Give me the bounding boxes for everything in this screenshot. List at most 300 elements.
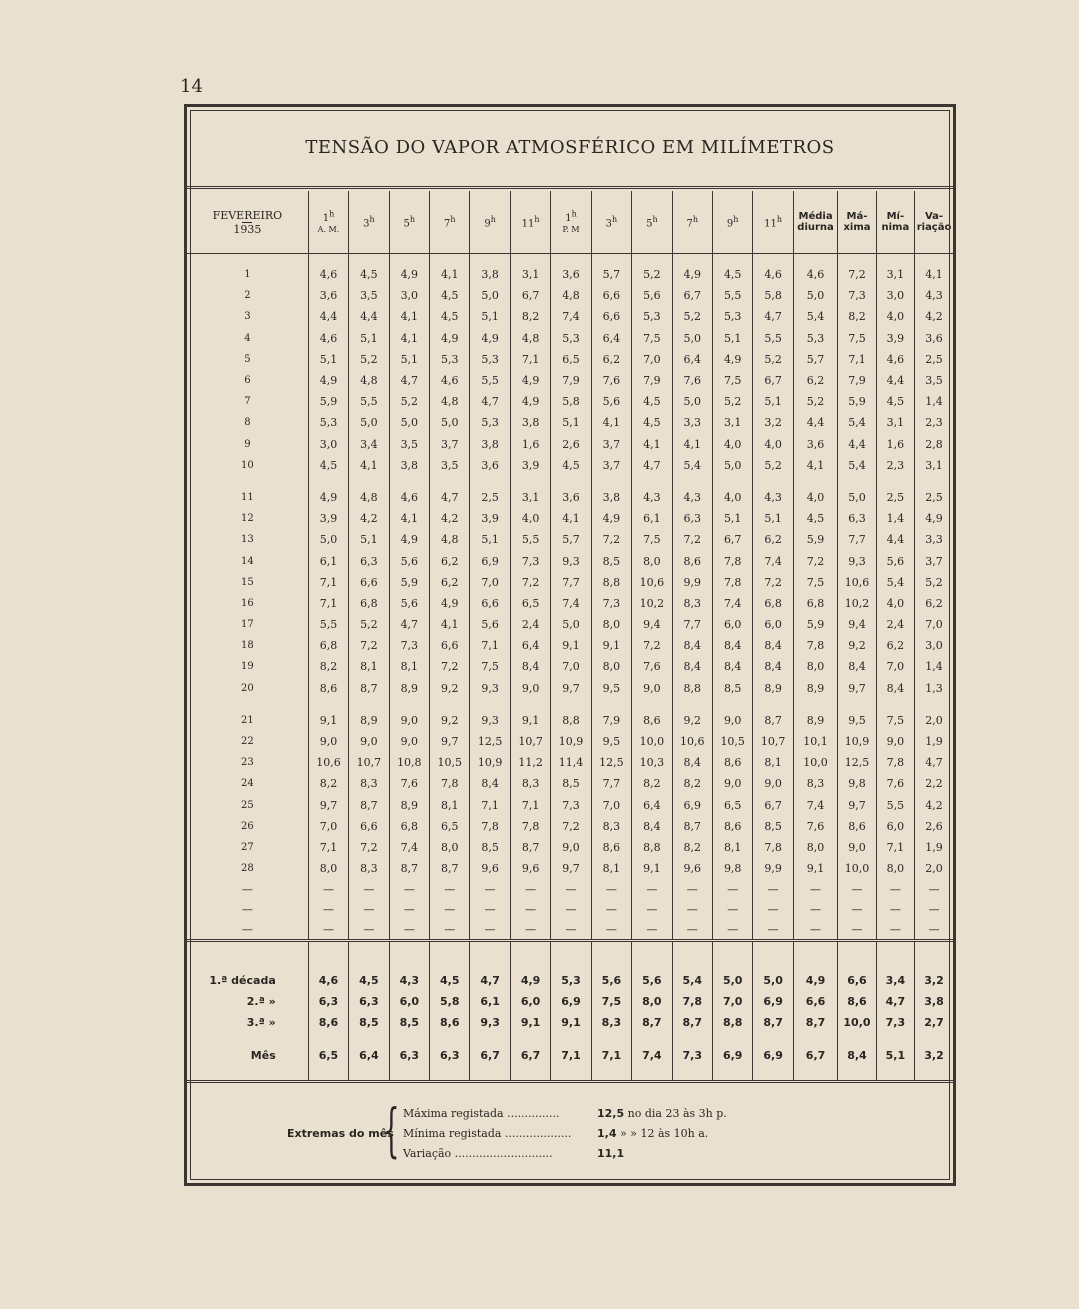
value-cell: 4,0 bbox=[793, 487, 837, 508]
value-cell: 3,9 bbox=[876, 328, 914, 349]
value-cell: 5,2 bbox=[793, 391, 837, 412]
day-cell: 22 bbox=[187, 731, 308, 752]
value-cell: 9,0 bbox=[876, 731, 914, 752]
value-cell: 4,2 bbox=[349, 508, 389, 529]
value-cell: 5,4 bbox=[793, 306, 837, 327]
spacer-cell bbox=[349, 699, 389, 710]
spacer-cell bbox=[510, 1066, 550, 1082]
spacer-cell bbox=[876, 476, 914, 487]
value-cell: 8,3 bbox=[349, 858, 389, 879]
col-header: 1$^h$ A. M. bbox=[308, 191, 348, 254]
value-cell: 5,1 bbox=[712, 508, 752, 529]
dash-cell: — bbox=[712, 919, 752, 941]
value-cell: 4,1 bbox=[349, 455, 389, 476]
day-cell: 17 bbox=[187, 614, 308, 635]
value-cell: 4,8 bbox=[551, 285, 591, 306]
day-cell: 26 bbox=[187, 816, 308, 837]
dash-cell: — bbox=[712, 899, 752, 919]
hour-marker: h bbox=[612, 214, 618, 224]
dash-cell: — bbox=[430, 879, 470, 899]
value-cell: 6,1 bbox=[308, 550, 348, 571]
spacer-cell bbox=[308, 699, 348, 710]
value-cell: 10,9 bbox=[551, 731, 591, 752]
value-cell: 4,7 bbox=[470, 391, 510, 412]
value-cell: 7,2 bbox=[430, 656, 470, 677]
value-cell: 7,9 bbox=[838, 370, 876, 391]
value-cell: 7,1 bbox=[510, 795, 550, 816]
summary-cell: 3,8 bbox=[924, 995, 944, 1009]
day-cell: 1 bbox=[187, 264, 308, 285]
value-cell: 8,4 bbox=[672, 656, 712, 677]
value-cell: 8,2 bbox=[632, 773, 672, 794]
spacer-cell bbox=[308, 476, 348, 487]
value-cell: 6,2 bbox=[753, 529, 793, 550]
value-cell: 5,2 bbox=[753, 349, 793, 370]
value-cell: 7,3 bbox=[551, 795, 591, 816]
dash-cell: — bbox=[591, 899, 631, 919]
value-cell: 3,9 bbox=[510, 455, 550, 476]
value-cell: 5,2 bbox=[712, 391, 752, 412]
value-cell: 11,4 bbox=[551, 752, 591, 773]
spacer-cell bbox=[838, 1066, 876, 1082]
day-cell: 21 bbox=[187, 710, 308, 731]
value-cell: 6,4 bbox=[510, 635, 550, 656]
value-cell: 10,6 bbox=[838, 572, 876, 593]
spacer-cell bbox=[430, 476, 470, 487]
dash-cell: — bbox=[510, 899, 550, 919]
value-cell: 7,1 bbox=[308, 837, 348, 858]
dash-cell: — bbox=[876, 919, 914, 941]
value-cell: 9,6 bbox=[672, 858, 712, 879]
dash-cell: — bbox=[632, 919, 672, 941]
value-cell: 6,7 bbox=[753, 370, 793, 391]
value-cell: 6,3 bbox=[838, 508, 876, 529]
value-cell: 7,3 bbox=[510, 550, 550, 571]
value-cell: 8,3 bbox=[510, 773, 550, 794]
spacer-cell bbox=[510, 1033, 550, 1045]
day-cell: 24 bbox=[187, 773, 308, 794]
value-cell: 5,1 bbox=[308, 349, 348, 370]
value-cell: 12,5 bbox=[838, 752, 876, 773]
day-cell: 15 bbox=[187, 572, 308, 593]
spacer-cell bbox=[753, 476, 793, 487]
value-cell: 3,2 bbox=[753, 412, 793, 433]
value-cell: 7,5 bbox=[632, 328, 672, 349]
table-row bbox=[187, 858, 953, 879]
value-cell: 8,0 bbox=[591, 614, 631, 635]
value-cell: 2,5 bbox=[470, 487, 510, 508]
value-cell: 10,1 bbox=[793, 731, 837, 752]
table-row bbox=[187, 434, 953, 455]
spacer-cell bbox=[753, 254, 793, 265]
value-cell: 4,1 bbox=[551, 508, 591, 529]
spacer-cell bbox=[753, 1033, 793, 1045]
spacer-cell bbox=[470, 699, 510, 710]
value-cell: 2,5 bbox=[925, 352, 943, 366]
value-cell: 4,9 bbox=[470, 328, 510, 349]
summary-cell: 6,3 bbox=[308, 991, 348, 1012]
summary-cell: 5,3 bbox=[551, 970, 591, 991]
spacer-cell bbox=[389, 1033, 429, 1045]
value-cell: 4,8 bbox=[349, 487, 389, 508]
table-row bbox=[187, 795, 953, 816]
value-cell: 4,3 bbox=[672, 487, 712, 508]
value-cell: 5,1 bbox=[753, 508, 793, 529]
value-cell: 10,0 bbox=[838, 858, 876, 879]
max-value: 12,5 no dia 23 às 3h p. bbox=[597, 1107, 727, 1120]
value-cell: 6,9 bbox=[672, 795, 712, 816]
day-cell: 20 bbox=[187, 678, 308, 699]
dash-cell: — bbox=[551, 879, 591, 899]
dash-cell: — bbox=[187, 919, 308, 941]
value-cell: 6,2 bbox=[430, 572, 470, 593]
value-cell: 9,3 bbox=[551, 550, 591, 571]
summary-cell: 6,3 bbox=[389, 1045, 429, 1066]
value-cell: 3,0 bbox=[876, 285, 914, 306]
value-cell: 7,0 bbox=[925, 618, 943, 632]
value-cell: 5,4 bbox=[672, 455, 712, 476]
dash-cell: — bbox=[591, 879, 631, 899]
value-cell: 6,7 bbox=[672, 285, 712, 306]
value-cell: 6,7 bbox=[753, 795, 793, 816]
value-cell: 8,4 bbox=[876, 678, 914, 699]
summary-cell: 8,6 bbox=[308, 1012, 348, 1033]
value-cell: 5,1 bbox=[349, 529, 389, 550]
value-cell: 9,8 bbox=[838, 773, 876, 794]
summary-cell: 6,6 bbox=[838, 970, 876, 991]
dash-cell: — bbox=[793, 899, 837, 919]
value-cell: 9,0 bbox=[349, 731, 389, 752]
value-cell: 6,4 bbox=[632, 795, 672, 816]
value-cell: 7,8 bbox=[876, 752, 914, 773]
value-cell: 6,9 bbox=[470, 550, 510, 571]
value-cell: 9,4 bbox=[838, 614, 876, 635]
value-cell: 7,2 bbox=[753, 572, 793, 593]
value-cell: 3,5 bbox=[349, 285, 389, 306]
value-cell: 8,0 bbox=[793, 837, 837, 858]
var-label: Variação ............................ bbox=[403, 1147, 553, 1160]
value-cell: 7,4 bbox=[793, 795, 837, 816]
value-cell: 4,7 bbox=[430, 487, 470, 508]
summary-cell: 4,5 bbox=[430, 970, 470, 991]
spacer-cell bbox=[389, 1066, 429, 1082]
value-cell: 9,7 bbox=[838, 678, 876, 699]
spacer-cell bbox=[430, 254, 470, 265]
value-cell: 9,0 bbox=[712, 710, 752, 731]
value-cell: 4,7 bbox=[389, 370, 429, 391]
day-cell: 10 bbox=[187, 455, 308, 476]
value-cell: 7,6 bbox=[793, 816, 837, 837]
table-row bbox=[187, 264, 953, 285]
value-cell: 9,8 bbox=[712, 858, 752, 879]
value-cell: 6,3 bbox=[349, 550, 389, 571]
spacer-cell bbox=[510, 476, 550, 487]
value-cell: 6,5 bbox=[712, 795, 752, 816]
value-cell: 10,5 bbox=[430, 752, 470, 773]
day-cell: 3 bbox=[187, 306, 308, 327]
summary-cell: 8,3 bbox=[591, 1012, 631, 1033]
dash-cell: — bbox=[430, 919, 470, 941]
value-cell: 4,9 bbox=[308, 370, 348, 391]
value-cell: 4,5 bbox=[308, 455, 348, 476]
value-cell: 8,6 bbox=[712, 816, 752, 837]
title-box bbox=[187, 107, 953, 189]
empty-row bbox=[187, 899, 953, 919]
value-cell: 4,4 bbox=[838, 434, 876, 455]
value-cell: 5,7 bbox=[591, 264, 631, 285]
value-cell: 8,5 bbox=[591, 550, 631, 571]
summary-row bbox=[187, 1045, 953, 1066]
value-cell: 8,6 bbox=[632, 710, 672, 731]
value-cell: 1,6 bbox=[510, 434, 550, 455]
value-cell: 5,3 bbox=[793, 328, 837, 349]
summary-cell: 6,9 bbox=[551, 991, 591, 1012]
value-cell: 7,0 bbox=[876, 656, 914, 677]
summary-cell: 7,1 bbox=[551, 1045, 591, 1066]
value-cell: 5,0 bbox=[712, 455, 752, 476]
spacer-cell bbox=[551, 699, 591, 710]
value-cell: 2,5 bbox=[876, 487, 914, 508]
table-row bbox=[187, 656, 953, 677]
value-cell: 4,1 bbox=[632, 434, 672, 455]
value-cell: 9,1 bbox=[510, 710, 550, 731]
dash-cell: — bbox=[551, 899, 591, 919]
spacer-cell bbox=[632, 476, 672, 487]
spacer-cell bbox=[915, 254, 953, 265]
value-cell: 6,8 bbox=[793, 593, 837, 614]
value-cell: 4,8 bbox=[349, 370, 389, 391]
summary-label: 3.ª » bbox=[187, 1012, 308, 1033]
summary-cell: 2,7 bbox=[924, 1016, 944, 1030]
value-cell: 7,7 bbox=[591, 773, 631, 794]
value-cell: 7,8 bbox=[470, 816, 510, 837]
value-cell: 5,9 bbox=[793, 614, 837, 635]
hour-marker: h bbox=[776, 214, 783, 224]
value-cell: 8,0 bbox=[632, 550, 672, 571]
value-cell: 7,6 bbox=[876, 773, 914, 794]
spacer-cell bbox=[876, 699, 914, 710]
value-cell: 2,3 bbox=[876, 455, 914, 476]
max-label: Máxima registada ............... bbox=[403, 1107, 560, 1120]
value-cell: 9,0 bbox=[551, 837, 591, 858]
day-cell: 11 bbox=[187, 487, 308, 508]
spacer-cell bbox=[470, 1066, 510, 1082]
minima-header: Mí- nima bbox=[876, 191, 914, 254]
value-cell: 7,2 bbox=[349, 635, 389, 656]
table-row bbox=[187, 487, 953, 508]
spacer-cell bbox=[187, 254, 308, 265]
value-cell: 9,7 bbox=[551, 678, 591, 699]
value-cell: 8,4 bbox=[510, 656, 550, 677]
value-cell: 5,9 bbox=[308, 391, 348, 412]
day-cell: 28 bbox=[187, 858, 308, 879]
summary-cell: 7,5 bbox=[591, 991, 631, 1012]
summary-row bbox=[187, 970, 953, 991]
spacer-cell bbox=[591, 1066, 631, 1082]
summary-cell: 4,9 bbox=[793, 970, 837, 991]
dash-cell: — bbox=[308, 899, 348, 919]
value-cell: 10,6 bbox=[672, 731, 712, 752]
col-header: 11$^h$ bbox=[753, 191, 793, 254]
day-cell: 2 bbox=[187, 285, 308, 306]
value-cell: 3,1 bbox=[925, 458, 943, 472]
value-cell: 3,7 bbox=[925, 554, 943, 568]
hour-marker: h bbox=[329, 209, 335, 219]
value-cell: 8,5 bbox=[551, 773, 591, 794]
value-cell: 4,4 bbox=[349, 306, 389, 327]
value-cell: 2,5 bbox=[925, 490, 943, 504]
value-cell: 3,7 bbox=[591, 455, 631, 476]
value-cell: 8,1 bbox=[712, 837, 752, 858]
dash-cell: — bbox=[510, 919, 550, 941]
summary-cell: 4,7 bbox=[876, 991, 914, 1012]
value-cell: 4,5 bbox=[349, 264, 389, 285]
value-cell: 4,7 bbox=[389, 614, 429, 635]
value-cell: 7,6 bbox=[632, 656, 672, 677]
extremes-label: Extremas do mês bbox=[287, 1127, 394, 1140]
value-cell: 6,7 bbox=[712, 529, 752, 550]
spacer-cell bbox=[430, 1066, 470, 1082]
vapor-table bbox=[187, 191, 953, 1083]
table-row bbox=[187, 529, 953, 550]
value-cell: 6,6 bbox=[430, 635, 470, 656]
day-cell: 5 bbox=[187, 349, 308, 370]
spacer-cell bbox=[308, 1033, 348, 1045]
value-cell: 8,2 bbox=[672, 773, 712, 794]
value-cell: 5,8 bbox=[753, 285, 793, 306]
value-cell: 8,9 bbox=[793, 710, 837, 731]
dash-cell: — bbox=[928, 882, 940, 896]
value-cell: 8,1 bbox=[349, 656, 389, 677]
spacer-cell bbox=[389, 254, 429, 265]
value-cell: 5,3 bbox=[712, 306, 752, 327]
spacer-cell bbox=[551, 941, 591, 971]
value-cell: 3,1 bbox=[876, 412, 914, 433]
spacer-cell bbox=[591, 476, 631, 487]
value-cell: 5,9 bbox=[793, 529, 837, 550]
value-cell: 8,8 bbox=[632, 837, 672, 858]
value-cell: 5,0 bbox=[389, 412, 429, 433]
value-cell: 8,7 bbox=[349, 678, 389, 699]
summary-cell: 6,1 bbox=[470, 991, 510, 1012]
value-cell: 5,1 bbox=[389, 349, 429, 370]
value-cell: 4,6 bbox=[876, 349, 914, 370]
spacer-cell bbox=[838, 476, 876, 487]
summary-cell: 8,6 bbox=[838, 991, 876, 1012]
dash-cell: — bbox=[712, 879, 752, 899]
summary-label: Mês bbox=[187, 1045, 308, 1066]
value-cell: 3,9 bbox=[470, 508, 510, 529]
value-cell: 5,0 bbox=[430, 412, 470, 433]
dash-cell: — bbox=[672, 919, 712, 941]
spacer-cell bbox=[793, 699, 837, 710]
value-cell: 5,1 bbox=[712, 328, 752, 349]
value-cell: 7,2 bbox=[551, 816, 591, 837]
value-cell: 7,1 bbox=[876, 837, 914, 858]
table-row bbox=[187, 550, 953, 571]
dash-cell: — bbox=[793, 919, 837, 941]
value-cell: 8,6 bbox=[672, 550, 712, 571]
value-cell: 6,6 bbox=[349, 572, 389, 593]
value-cell: 5,2 bbox=[349, 349, 389, 370]
spacer-row bbox=[187, 1033, 953, 1045]
value-cell: 4,5 bbox=[632, 412, 672, 433]
spacer-cell bbox=[672, 476, 712, 487]
value-cell: 6,0 bbox=[876, 816, 914, 837]
summary-cell: 6,0 bbox=[389, 991, 429, 1012]
summary-cell: 5,1 bbox=[876, 1045, 914, 1066]
value-cell: 2,6 bbox=[551, 434, 591, 455]
value-cell: 5,1 bbox=[551, 412, 591, 433]
page-number: 14 bbox=[180, 76, 203, 97]
value-cell: 9,7 bbox=[308, 795, 348, 816]
col-header: 7$^h$ bbox=[672, 191, 712, 254]
value-cell: 8,7 bbox=[349, 795, 389, 816]
summary-cell: 3,4 bbox=[876, 970, 914, 991]
spacer-cell bbox=[793, 941, 837, 971]
value-cell: 9,3 bbox=[470, 678, 510, 699]
value-cell: 6,6 bbox=[470, 593, 510, 614]
value-cell: 4,4 bbox=[793, 412, 837, 433]
value-cell: 9,2 bbox=[430, 710, 470, 731]
summary-cell: 4,3 bbox=[389, 970, 429, 991]
value-cell: 8,6 bbox=[712, 752, 752, 773]
spacer-cell bbox=[389, 941, 429, 971]
value-cell: 5,4 bbox=[876, 572, 914, 593]
spacer-cell bbox=[187, 1033, 308, 1045]
summary-cell: 5,4 bbox=[672, 970, 712, 991]
value-cell: 4,1 bbox=[389, 306, 429, 327]
value-cell: 4,8 bbox=[510, 328, 550, 349]
spacer-cell bbox=[551, 1066, 591, 1082]
value-cell: 12,5 bbox=[591, 752, 631, 773]
value-cell: 4,6 bbox=[308, 264, 348, 285]
spacer-cell bbox=[470, 941, 510, 971]
value-cell: 7,0 bbox=[632, 349, 672, 370]
hour-marker: h bbox=[369, 214, 375, 224]
value-cell: 5,2 bbox=[389, 391, 429, 412]
value-cell: 10,0 bbox=[793, 752, 837, 773]
summary-cell: 7,0 bbox=[712, 991, 752, 1012]
summary-cell: 6,7 bbox=[510, 1045, 550, 1066]
value-cell: 5,2 bbox=[349, 614, 389, 635]
value-cell: 4,0 bbox=[712, 487, 752, 508]
table-row bbox=[187, 412, 953, 433]
summary-cell: 6,3 bbox=[430, 1045, 470, 1066]
value-cell: 8,4 bbox=[753, 656, 793, 677]
value-cell: 4,0 bbox=[712, 434, 752, 455]
value-cell: 7,1 bbox=[470, 795, 510, 816]
table-frame bbox=[184, 104, 956, 1186]
value-cell: 8,5 bbox=[470, 837, 510, 858]
dash-cell: — bbox=[308, 919, 348, 941]
value-cell: 7,9 bbox=[551, 370, 591, 391]
value-cell: 8,5 bbox=[712, 678, 752, 699]
dash-cell: — bbox=[389, 919, 429, 941]
summary-cell: 8,7 bbox=[632, 1012, 672, 1033]
value-cell: 6,6 bbox=[349, 816, 389, 837]
value-cell: 3,9 bbox=[308, 508, 348, 529]
table-row bbox=[187, 710, 953, 731]
value-cell: 7,0 bbox=[308, 816, 348, 837]
table-row bbox=[187, 285, 953, 306]
month-header bbox=[187, 191, 308, 254]
value-cell: 9,0 bbox=[632, 678, 672, 699]
dash-cell: — bbox=[470, 919, 510, 941]
spacer-cell bbox=[591, 1033, 631, 1045]
spacer-cell bbox=[838, 941, 876, 971]
summary-cell: 6,9 bbox=[712, 1045, 752, 1066]
